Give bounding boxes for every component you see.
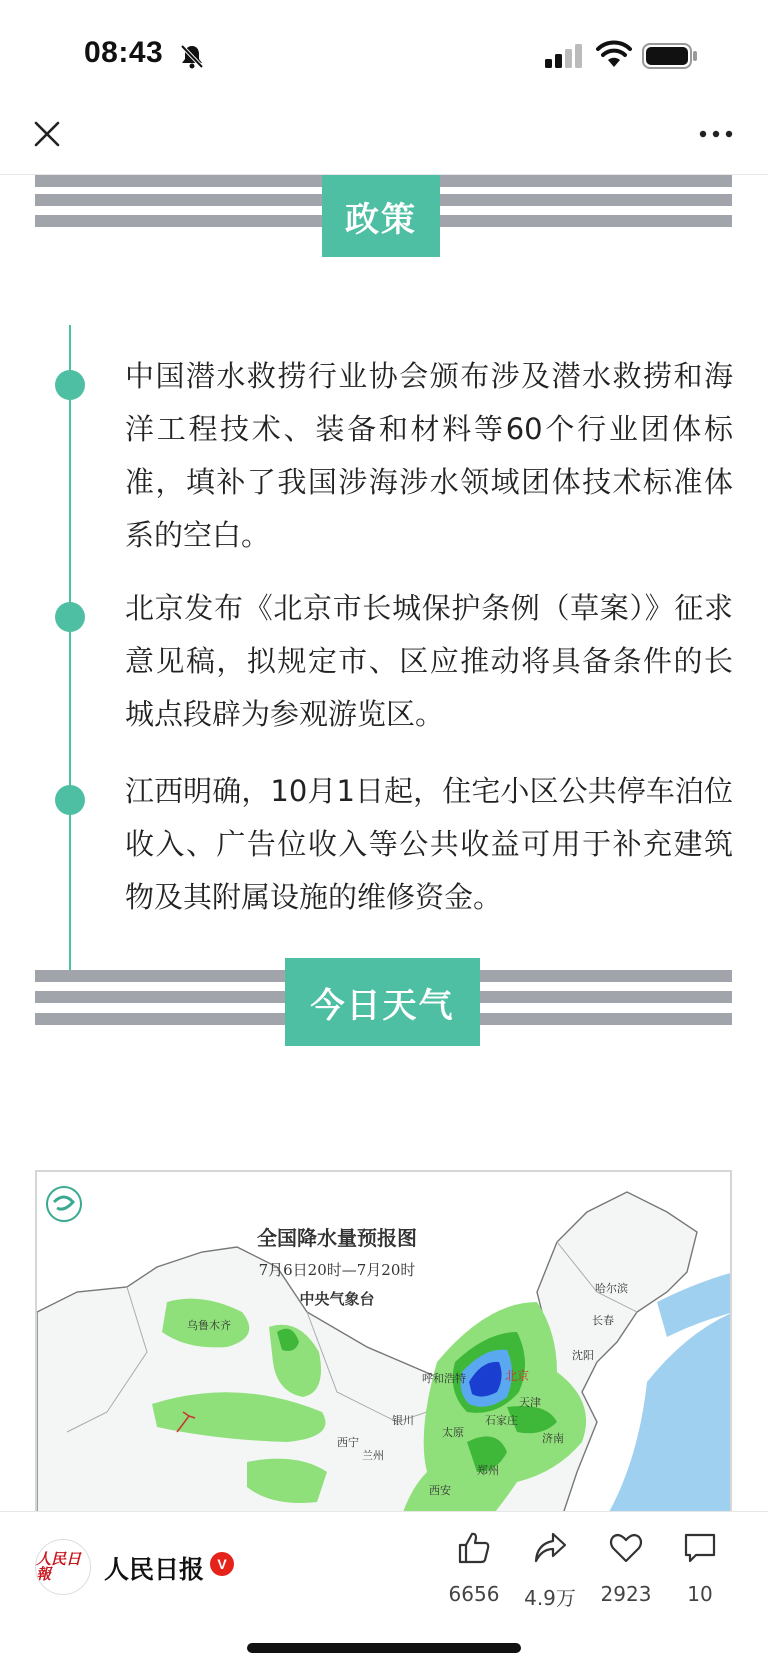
- map-title-main: 全国降水量预报图: [257, 1226, 417, 1250]
- bell-slash-icon: [178, 42, 206, 70]
- share-icon: [532, 1530, 568, 1566]
- map-city-label: 太原: [442, 1426, 464, 1439]
- map-city-label: 哈尔滨: [595, 1282, 628, 1295]
- news-text: 江西明确，10月1日起，住宅小区公共停车泊位收入、广告位收入等公共收益可用于补充建筑物及其附属设施的维修资金。: [125, 774, 733, 914]
- map-city-label: 银川: [392, 1414, 414, 1427]
- map-city-label: 郑州: [477, 1464, 499, 1477]
- map-city-label: 长春: [592, 1314, 614, 1327]
- signal-icon: [545, 44, 585, 68]
- map-city-label: 天津: [519, 1396, 541, 1409]
- like-count: 6656: [448, 1582, 500, 1606]
- map-city-label: 西安: [429, 1484, 451, 1497]
- article-content: [0, 175, 768, 1511]
- comment-count: 10: [687, 1582, 713, 1606]
- close-icon[interactable]: [30, 117, 64, 151]
- verified-badge: V: [210, 1552, 234, 1576]
- map-city-label: 北京: [505, 1369, 530, 1383]
- map-issuer: 中央气象台: [299, 1290, 375, 1308]
- battery-icon: [642, 43, 698, 69]
- map-subtitle: 7月6日20时—7月20时: [258, 1261, 416, 1279]
- news-timeline: [35, 325, 735, 975]
- like-button[interactable]: [434, 1530, 514, 1630]
- timeline-dot: [55, 370, 85, 400]
- section-title-weather: 今日天气: [285, 958, 480, 1046]
- weather-map-image[interactable]: [35, 1170, 732, 1511]
- map-title: [37, 1222, 637, 1309]
- section-header-policy: [35, 175, 732, 265]
- avatar[interactable]: [35, 1539, 91, 1595]
- section-header-weather: [35, 970, 732, 1060]
- map-city-label: 乌鲁木齐: [187, 1319, 231, 1332]
- map-city-label: 西宁: [337, 1436, 359, 1449]
- section-title-policy: 政策: [322, 175, 440, 257]
- timeline-dot: [55, 785, 85, 815]
- share-count: 4.9万: [524, 1586, 576, 1610]
- favorite-button[interactable]: [586, 1530, 666, 1630]
- status-bar: [0, 0, 768, 100]
- favorite-count: 2923: [600, 1582, 652, 1606]
- map-city-label: 沈阳: [572, 1349, 594, 1362]
- wifi-icon: [595, 40, 633, 68]
- home-indicator: [247, 1643, 521, 1653]
- timeline-line: [69, 325, 71, 975]
- map-city-label: 呼和浩特: [422, 1372, 466, 1385]
- news-text: 北京发布《北京市长城保护条例（草案）》征求意见稿，拟规定市、区应推动将具备条件的长城点段辟为参观游览区。: [125, 591, 733, 731]
- map-city-label: 济南: [542, 1432, 564, 1445]
- heart-icon: [608, 1530, 644, 1566]
- comment-icon: [682, 1530, 718, 1566]
- news-text: 中国潜水救捞行业协会颁布涉及潜水救捞和海洋工程技术、装备和材料等60个行业团体标准，填补了我国涉海涉水领域团体技术标准体系的空白。: [125, 359, 733, 552]
- nav-bar: [0, 100, 768, 175]
- avatar-logo-text: 人民日報: [36, 1550, 82, 1583]
- status-time: 08:43: [84, 36, 164, 69]
- thumbs-up-icon: [456, 1530, 492, 1566]
- share-button[interactable]: [510, 1530, 590, 1630]
- more-icon[interactable]: [696, 124, 736, 144]
- map-city-label: 兰州: [362, 1449, 384, 1462]
- timeline-dot: [55, 602, 85, 632]
- account-name[interactable]: 人民日报: [104, 1555, 205, 1584]
- map-city-label: 石家庄: [485, 1414, 518, 1427]
- comment-button[interactable]: [660, 1530, 740, 1630]
